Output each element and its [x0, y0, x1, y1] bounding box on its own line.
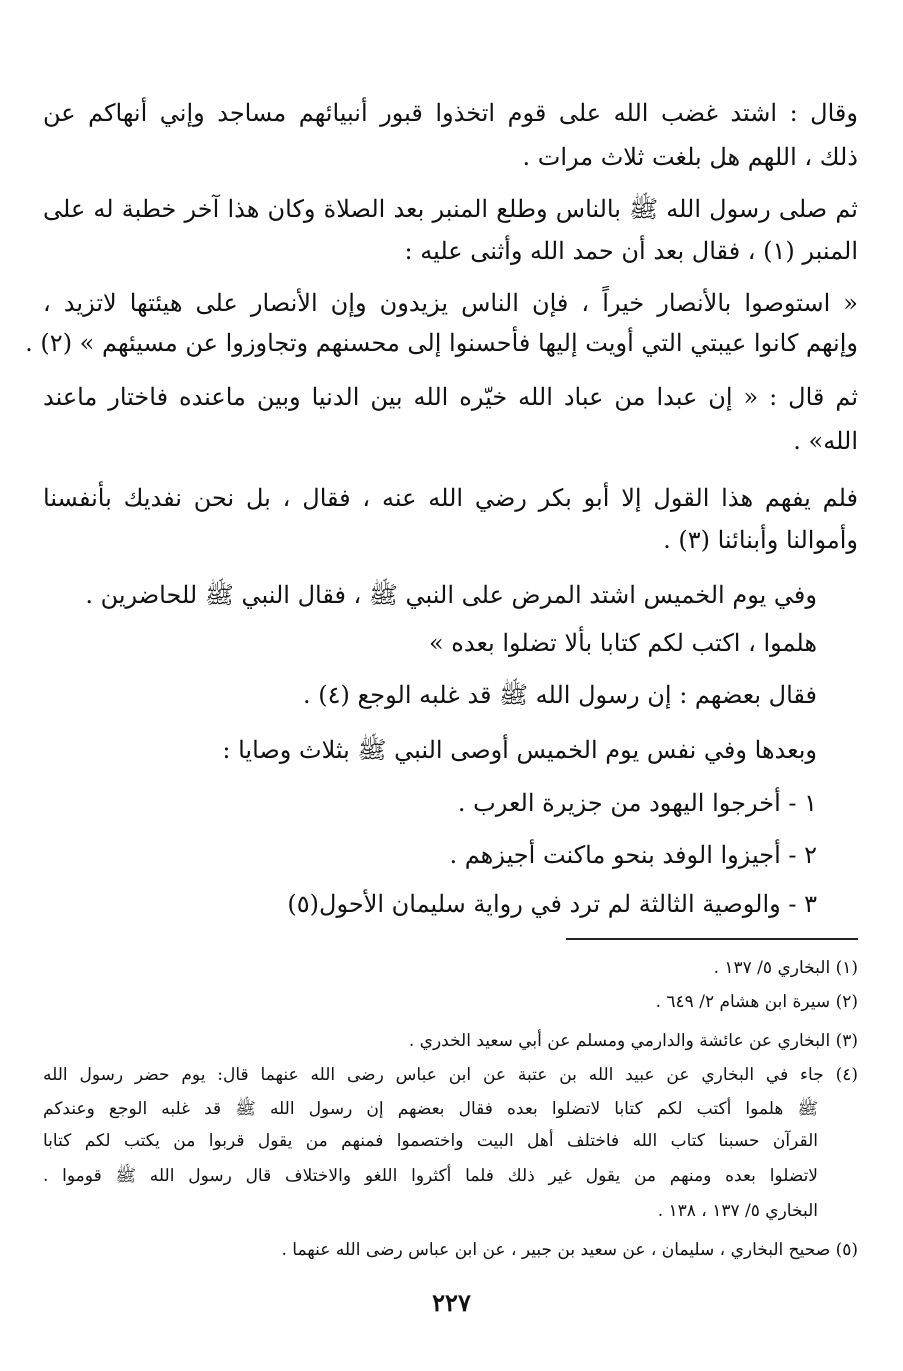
footnote-divider [566, 938, 858, 940]
body-line: وقال : اشتد غضب الله على قوم اتخذوا قبور أنبيائهم مساجد وإني أنهاكم عن [43, 99, 858, 127]
list-item: ٣ - والوصية الثالثة لم ترد في رواية سليمان الأحول(٥) [287, 890, 817, 918]
body-line: ثم صلى رسول الله ﷺ بالناس وطلع المنبر بعد الصلاة وكان هذا آخر خطبة له على [43, 195, 858, 223]
list-item: ١ - أخرجوا اليهود من جزيرة العرب . [457, 789, 817, 817]
footnote-continuation: لاتضلوا بعده ومنهم من يقول غير ذلك فلما أكثروا اللغو والاختلاف قال رسول الله ﷺ قوموا . [43, 1166, 818, 1186]
quote-line: وإنهم كانوا عيبتي التي أويت إليها فأحسنوا إلى محسنهم وتجاوزوا عن مسيئهم » (٢) . [25, 329, 858, 357]
list-item: ٢ - أجيزوا الوفد بنحو ماكنت أجيزهم . [449, 841, 817, 869]
body-line: ثم قال : « إن عبدا من عباد الله خيّره الله بين الدنيا وبين ماعنده فاختار ماعند [43, 383, 858, 411]
footnote: (٢) سيرة ابن هشام ٢/ ٦٤٩ . [655, 992, 858, 1012]
body-line: وبعدها وفي نفس يوم الخميس أوصى النبي ﷺ بثلاث وصايا : [222, 736, 817, 764]
body-line: فلم يفهم هذا القول إلا أبو بكر رضي الله عنه ، فقال ، بل نحن نفديك بأنفسنا [43, 484, 858, 512]
body-line: ذلك ، اللهم هل بلغت ثلاث مرات . [522, 143, 858, 171]
body-line: هلموا ، اكتب لكم كتابا بألا تضلوا بعده » [428, 629, 817, 657]
body-line: المنبر (١) ، فقال بعد أن حمد الله وأثنى عليه : [404, 237, 858, 265]
body-line: الله» . [793, 427, 858, 455]
body-line: فقال بعضهم : إن رسول الله ﷺ قد غلبه الوجع (٤) . [303, 681, 817, 709]
quote-line: « استوصوا بالأنصار خيراً ، فإن الناس يزيدون وإن الأنصار على هيئتها لاتزيد ، [43, 289, 858, 317]
body-line: وأموالنا وأبنائنا (٣) . [663, 526, 858, 554]
footnote: (٣) البخاري عن عائشة والدارمي ومسلم عن أبي سعيد الخدري . [408, 1031, 858, 1051]
footnote: (٤) جاء في البخاري عن عبيد الله بن عتبة عن ابن عباس رضى الله عنهما قال: يوم حضر رسول الله [43, 1065, 858, 1085]
body-line: وفي يوم الخميس اشتد المرض على النبي ﷺ ، فقال النبي ﷺ للحاضرين . [85, 581, 817, 609]
footnote-continuation: ﷺ هلموا أكتب لكم كتابا لاتضلوا بعده فقال بعضهم إن رسول الله ﷺ قد غلبه الوجع وعندكم [43, 1099, 818, 1119]
footnote-continuation: البخاري ٥/ ١٣٧ ، ١٣٨ . [657, 1201, 818, 1221]
page-number: ٢٢٧ [432, 1288, 471, 1317]
footnote-continuation: القرآن حسبنا كتاب الله فاختلف أهل البيت واختصموا فمنهم من يقول قربوا من يكتب لكم كتابا [43, 1131, 818, 1151]
footnote: (٥) صحيح البخاري ، سليمان ، عن سعيد بن جبير ، عن ابن عباس رضى الله عنهما . [281, 1240, 858, 1260]
footnote: (١) البخاري ٥/ ١٣٧ . [713, 958, 858, 978]
